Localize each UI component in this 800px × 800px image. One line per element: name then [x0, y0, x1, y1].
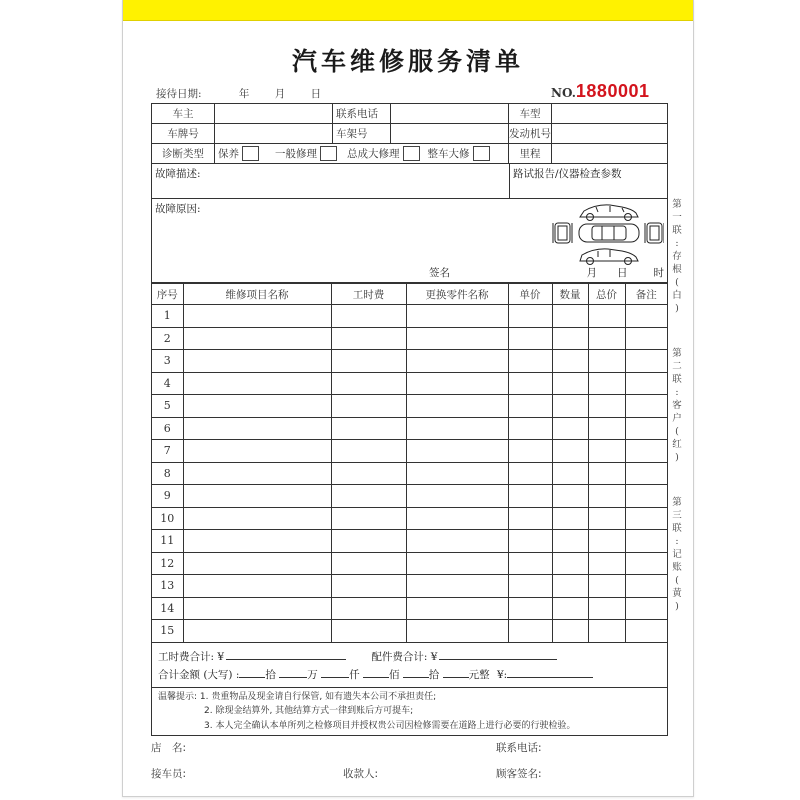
table-cell[interactable] [625, 372, 667, 395]
table-cell[interactable] [183, 620, 331, 643]
row-index: 5 [152, 395, 183, 418]
header-index: 序号 [152, 284, 183, 305]
table-cell[interactable] [625, 552, 667, 575]
copy-label-3 [670, 496, 684, 613]
amount-words-line [158, 667, 667, 685]
copy-labels [670, 198, 684, 645]
amount-digit-field-5[interactable] [403, 667, 429, 678]
parts-total-field[interactable] [439, 649, 557, 660]
table-row [152, 552, 667, 575]
table-cell[interactable] [508, 462, 552, 485]
table-cell[interactable] [406, 485, 508, 508]
row-index: 2 [152, 327, 183, 350]
note-3: 3. 本人完全确认本单所列之检修项目并授权贵公司因检修需要在道路上进行必要的行驶检验。 [204, 720, 576, 731]
notes-label: 温馨提示: [158, 691, 198, 702]
table-cell[interactable] [331, 530, 406, 553]
table-cell[interactable] [331, 462, 406, 485]
table-cell[interactable] [625, 485, 667, 508]
table-cell[interactable] [406, 327, 508, 350]
reception-date-label: 接待日期: [156, 88, 202, 100]
table-row [152, 620, 667, 643]
header-quantity: 数量 [552, 284, 588, 305]
table-cell[interactable] [331, 350, 406, 373]
table-cell[interactable] [331, 417, 406, 440]
fault-cause-field[interactable] [152, 199, 667, 283]
table-cell[interactable] [406, 530, 508, 553]
owner-field[interactable] [215, 104, 333, 123]
table-cell[interactable] [588, 372, 625, 395]
table-cell[interactable] [588, 350, 625, 373]
table-row [152, 395, 667, 418]
footer [151, 740, 666, 792]
fault-description-row [152, 164, 667, 199]
amount-digit-field-1[interactable] [239, 667, 265, 678]
table-cell[interactable] [406, 417, 508, 440]
table-cell[interactable] [183, 575, 331, 598]
table-row [152, 507, 667, 530]
table-cell[interactable] [183, 350, 331, 373]
table-cell[interactable] [625, 327, 667, 350]
notes-section [152, 688, 667, 736]
table-cell[interactable] [508, 507, 552, 530]
unit-shi-1: 拾 [265, 668, 276, 681]
table-cell[interactable] [508, 372, 552, 395]
table-cell[interactable] [508, 575, 552, 598]
amount-digit-field-2[interactable] [279, 667, 307, 678]
diag-option-full-overhaul: 整车大修 [427, 148, 470, 160]
row-index: 10 [152, 507, 183, 530]
row-index: 1 [152, 305, 183, 328]
table-cell[interactable] [508, 327, 552, 350]
amount-number-field[interactable] [507, 667, 593, 678]
table-cell[interactable] [588, 597, 625, 620]
table-cell[interactable] [331, 440, 406, 463]
car-diagram-icon [552, 201, 664, 265]
table-row [152, 327, 667, 350]
diag-option-general-repair: 一般修理 [275, 148, 317, 160]
phone-label: 联系电话 [333, 104, 391, 123]
amount-yen-label: ¥: [496, 668, 508, 681]
table-cell[interactable] [508, 552, 552, 575]
table-cell[interactable] [552, 372, 588, 395]
table-cell[interactable] [183, 417, 331, 440]
sign-label: 签名 [429, 267, 450, 279]
table-cell[interactable] [406, 597, 508, 620]
maintenance-checkbox[interactable] [242, 146, 259, 161]
date-month: 月 [274, 88, 286, 100]
table-cell[interactable] [508, 305, 552, 328]
mileage-field[interactable] [552, 144, 667, 163]
fee-totals-line [158, 649, 667, 667]
table-cell[interactable] [183, 485, 331, 508]
form-body [151, 103, 668, 736]
row-index: 11 [152, 530, 183, 553]
note-2: 2. 除现金结算外, 其他结算方式一律到账后方可提车; [204, 706, 414, 716]
general-repair-checkbox[interactable] [320, 146, 337, 161]
table-cell[interactable] [625, 575, 667, 598]
table-cell[interactable] [508, 350, 552, 373]
labor-total-field[interactable] [226, 649, 346, 660]
sign-time [567, 265, 665, 280]
row-index: 3 [152, 350, 183, 373]
copy-label-1 [670, 198, 684, 315]
table-cell[interactable] [552, 507, 588, 530]
table-cell[interactable] [588, 417, 625, 440]
fault-cause-label: 故障原因: [155, 203, 201, 215]
phone-field[interactable] [391, 104, 509, 123]
table-cell[interactable] [406, 350, 508, 373]
table-cell[interactable] [183, 440, 331, 463]
contact-phone-label: 联系电话: [496, 742, 542, 754]
table-cell[interactable] [552, 462, 588, 485]
row-index: 13 [152, 575, 183, 598]
table-cell[interactable] [406, 575, 508, 598]
frame-field[interactable] [391, 124, 509, 143]
copy-2-color: ( 红 ) [672, 426, 682, 463]
fault-description-label: 故障描述: [155, 168, 201, 180]
date-year: 年 [238, 88, 250, 100]
table-cell[interactable] [508, 485, 552, 508]
table-cell[interactable] [625, 417, 667, 440]
diag-option-assembly-overhaul: 总成大修理 [347, 148, 400, 160]
table-row [152, 440, 667, 463]
table-cell[interactable] [588, 485, 625, 508]
table-row [152, 372, 667, 395]
table-header-row [152, 284, 667, 305]
table-cell[interactable] [625, 530, 667, 553]
engine-label: 发动机号 [509, 124, 552, 143]
table-cell[interactable] [331, 327, 406, 350]
sign-month: 月 [586, 267, 597, 279]
repair-form-sheet [122, 0, 694, 797]
header-total-price: 总价 [588, 284, 625, 305]
reception-date [156, 86, 321, 101]
table-cell[interactable] [625, 440, 667, 463]
table-cell[interactable] [552, 575, 588, 598]
table-row [152, 417, 667, 440]
owner-row [152, 104, 667, 124]
table-cell[interactable] [183, 305, 331, 328]
table-cell[interactable] [406, 440, 508, 463]
table-cell[interactable] [406, 507, 508, 530]
table-cell[interactable] [588, 327, 625, 350]
plate-row [152, 124, 667, 144]
table-cell[interactable] [625, 462, 667, 485]
table-cell[interactable] [552, 552, 588, 575]
table-row [152, 462, 667, 485]
table-cell[interactable] [552, 350, 588, 373]
table-cell[interactable] [331, 620, 406, 643]
copy-label-2 [670, 347, 684, 464]
row-index: 4 [152, 372, 183, 395]
table-cell[interactable] [331, 372, 406, 395]
receiver-label: 接车员: [151, 768, 187, 780]
row-index: 7 [152, 440, 183, 463]
unit-bai: 佰 [388, 668, 400, 681]
sign-day: 日 [617, 267, 628, 279]
repair-items-table [152, 283, 667, 643]
owner-label: 车主 [152, 104, 215, 123]
assembly-overhaul-checkbox[interactable] [403, 146, 420, 161]
note-1: 1. 贵重物品及现金请自行保管, 如有遗失本公司不承担责任; [199, 691, 437, 702]
table-cell[interactable] [331, 395, 406, 418]
table-cell[interactable] [331, 575, 406, 598]
table-cell[interactable] [588, 395, 625, 418]
road-test-label: 路试报告/仪器检查参数 [513, 168, 622, 180]
table-cell[interactable] [406, 552, 508, 575]
road-test-field[interactable] [510, 164, 667, 198]
table-row [152, 575, 667, 598]
row-index: 8 [152, 462, 183, 485]
table-cell[interactable] [625, 305, 667, 328]
table-row [152, 597, 667, 620]
form-number-prefix: NO. [551, 86, 576, 100]
table-cell[interactable] [552, 395, 588, 418]
table-cell[interactable] [552, 327, 588, 350]
copy-1-color: ( 白 ) [672, 277, 682, 314]
cashier-label: 收款人: [343, 768, 379, 780]
table-cell[interactable] [508, 440, 552, 463]
copy-1-text: 第 一 联 : 存 根 [672, 199, 682, 275]
table-cell[interactable] [588, 530, 625, 553]
table-cell[interactable] [183, 597, 331, 620]
table-cell[interactable] [588, 552, 625, 575]
amount-words-label: 合计金额 (大写) : [158, 668, 240, 681]
copy-2-text: 第 二 联 : 客 户 [672, 348, 682, 424]
labor-total-label: 工时费合计: ¥ [158, 650, 225, 663]
diag-options [215, 144, 509, 163]
header-unit-price: 单价 [508, 284, 552, 305]
table-cell[interactable] [183, 530, 331, 553]
header-remarks: 备注 [625, 284, 667, 305]
form-number [551, 81, 649, 102]
diag-option-maintenance: 保养 [218, 148, 239, 160]
table-cell[interactable] [552, 440, 588, 463]
row-index: 6 [152, 417, 183, 440]
header-labor-fee: 工时费 [331, 284, 406, 305]
yellow-top-band [123, 0, 693, 21]
date-day: 日 [310, 88, 322, 100]
table-cell[interactable] [552, 620, 588, 643]
table-cell[interactable] [552, 485, 588, 508]
table-cell[interactable] [406, 372, 508, 395]
unit-yuan: 元整 [468, 668, 490, 681]
shop-name-label: 店 名: [151, 742, 187, 754]
table-cell[interactable] [552, 417, 588, 440]
copy-3-text: 第 三 联 : 记 账 [672, 497, 682, 573]
form-number-value: 1880001 [575, 81, 650, 101]
plate-field[interactable] [215, 124, 333, 143]
table-cell[interactable] [331, 305, 406, 328]
totals-section [152, 643, 667, 688]
table-cell[interactable] [508, 417, 552, 440]
row-index: 14 [152, 597, 183, 620]
table-cell[interactable] [588, 620, 625, 643]
table-cell[interactable] [625, 395, 667, 418]
table-cell[interactable] [508, 530, 552, 553]
unit-shi-2: 拾 [428, 668, 440, 681]
table-cell[interactable] [588, 575, 625, 598]
table-cell[interactable] [331, 597, 406, 620]
diag-type-label: 诊断类型 [152, 144, 215, 163]
mileage-label: 里程 [509, 144, 552, 163]
table-cell[interactable] [508, 620, 552, 643]
table-cell[interactable] [552, 530, 588, 553]
amount-digit-field-4[interactable] [363, 667, 389, 678]
table-cell[interactable] [588, 305, 625, 328]
unit-qian: 仟 [349, 668, 360, 681]
engine-field[interactable] [552, 124, 667, 143]
table-cell[interactable] [331, 507, 406, 530]
table-row [152, 485, 667, 508]
table-cell[interactable] [625, 350, 667, 373]
unit-wan: 万 [307, 668, 318, 681]
table-cell[interactable] [406, 620, 508, 643]
table-cell[interactable] [183, 507, 331, 530]
table-cell[interactable] [406, 462, 508, 485]
table-cell[interactable] [552, 305, 588, 328]
table-cell[interactable] [183, 552, 331, 575]
table-cell[interactable] [588, 440, 625, 463]
table-row [152, 530, 667, 553]
table-cell[interactable] [625, 507, 667, 530]
table-cell[interactable] [508, 597, 552, 620]
diag-row [152, 144, 667, 164]
table-cell[interactable] [625, 620, 667, 643]
row-index: 9 [152, 485, 183, 508]
table-cell[interactable] [588, 462, 625, 485]
full-overhaul-checkbox[interactable] [473, 146, 490, 161]
amount-digit-field-3[interactable] [321, 667, 349, 678]
table-cell[interactable] [625, 597, 667, 620]
amount-digit-field-6[interactable] [443, 667, 469, 678]
header-item-name: 维修项目名称 [183, 284, 331, 305]
table-cell[interactable] [588, 507, 625, 530]
table-cell[interactable] [406, 305, 508, 328]
table-cell[interactable] [331, 485, 406, 508]
plate-label: 车牌号 [152, 124, 215, 143]
model-label: 车型 [509, 104, 552, 123]
form-title: 汽车维修服务清单 [291, 47, 524, 76]
parts-total-label: 配件费合计: ¥ [371, 650, 438, 663]
frame-label: 车架号 [333, 124, 391, 143]
fault-description-field[interactable] [152, 164, 510, 198]
model-field[interactable] [552, 104, 667, 123]
table-row [152, 350, 667, 373]
customer-sign-label: 顾客签名: [496, 768, 542, 780]
row-index: 15 [152, 620, 183, 643]
sign-hour: 时 [653, 267, 664, 279]
table-cell[interactable] [508, 395, 552, 418]
header-part-name: 更换零件名称 [406, 284, 508, 305]
table-cell[interactable] [331, 552, 406, 575]
row-index: 12 [152, 552, 183, 575]
table-row [152, 305, 667, 328]
table-cell[interactable] [183, 327, 331, 350]
table-cell[interactable] [406, 395, 508, 418]
table-cell[interactable] [552, 597, 588, 620]
copy-3-color: ( 黄 ) [672, 575, 682, 612]
table-cell[interactable] [183, 372, 331, 395]
table-cell[interactable] [183, 395, 331, 418]
table-cell[interactable] [183, 462, 331, 485]
